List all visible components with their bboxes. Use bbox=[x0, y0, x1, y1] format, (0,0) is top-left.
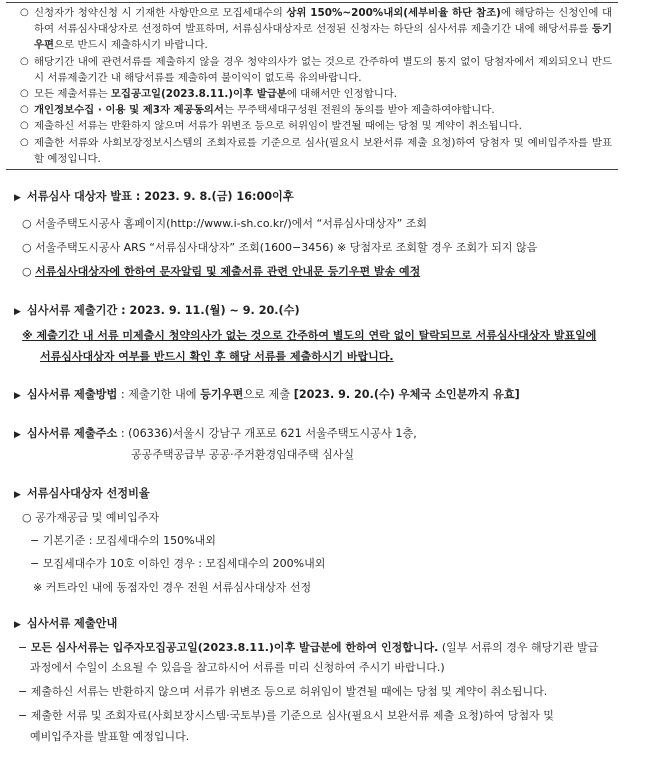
guide-item-a-line-2: 과정에서 수일이 소요될 수 있음을 참고하시어 서류를 미리 신청하여 주시기 바랍니다.) bbox=[30, 661, 445, 674]
notice-text-run: 개인정보수집 · 이용 및 제3자 제공동의서 bbox=[34, 104, 224, 117]
triangle-marker-icon: ▶ bbox=[14, 490, 21, 500]
announcement-sms-line: ○ 서류심사대상자에 한하여 문자알림 및 제출서류 관련 안내문 등기우편 발송 예정 bbox=[22, 265, 421, 278]
ratio-cutoff-note: ※ 커트라인 내에 동점자인 경우 전원 서류심사대상자 선정 bbox=[33, 581, 312, 594]
notice-text-run: 상위 150%~200%내외(세부비율 하단 참조) bbox=[286, 7, 501, 19]
notice-item-text bbox=[34, 54, 618, 86]
guide-item-b: − 제출하신 서류는 반환하지 않으며 서류가 위변조 등으로 허위임이 발견될 때에는 당첨 및 계약이 취소됩니다. bbox=[18, 685, 548, 698]
circle-bullet-icon: ○ bbox=[20, 55, 29, 67]
notice-item bbox=[20, 54, 618, 86]
triangle-marker-icon: ▶ bbox=[14, 193, 21, 203]
guide-item-c-line-2: 예비입주자를 발표할 예정입니다. bbox=[30, 730, 190, 743]
notice-item bbox=[20, 86, 618, 102]
notice-text-run: 에 대해서만 인정합니다. bbox=[286, 88, 398, 101]
section-submission-guide: ▶ 심사서류 제출안내 bbox=[14, 617, 118, 630]
triangle-marker-icon: ▶ bbox=[14, 391, 21, 401]
notice-item bbox=[20, 135, 618, 167]
triangle-marker-icon: ▶ bbox=[14, 307, 21, 317]
circle-bullet-icon: ○ bbox=[20, 7, 29, 18]
section-announcement-title: ▶ 서류심사 대상자 발표 : 2023. 9. 8.(금) 16:00이후 bbox=[14, 190, 294, 203]
ratio-category-line: ○ 공가재공급 및 예비입주자 bbox=[22, 511, 159, 524]
notice-item-text bbox=[34, 5, 618, 54]
announcement-ars-line: ○ 서울주택도시공사 ARS “서류심사대상자” 조회(1600−3456) ※ 당첨자로 조회할 경우 조회가 되지 않음 bbox=[22, 241, 538, 254]
section-submission-address: ▶ 심사서류 제출주소 : (06336)서울시 강남구 개포로 621 서울주택도시공사 1층, bbox=[14, 427, 417, 440]
triangle-marker-icon: ▶ bbox=[14, 620, 21, 630]
notice-item-text bbox=[34, 86, 618, 102]
notice-item-text bbox=[34, 118, 618, 134]
circle-bullet-icon: ○ bbox=[20, 136, 29, 148]
notice-item-text bbox=[34, 135, 618, 167]
guide-item-a-line-1: − 모든 심사서류는 입주자모집공고일(2023.8.11.)이후 발급분에 한하여 인정합니다. (일부 서류의 경우 해당기관 발급 bbox=[18, 641, 599, 654]
notice-text-run: 으로 반드시 제출하시기 바랍니다. bbox=[54, 39, 208, 52]
ratio-basic-line: − 기본기준 : 모집세대수의 150%내외 bbox=[30, 534, 216, 547]
section-submission-period: ▶ 심사서류 제출기간 : 2023. 9. 11.(월) ~ 9. 20.(수) bbox=[14, 304, 300, 317]
submission-warning-line-2: 서류심사대상자 여부를 반드시 확인 후 해당 서류를 제출하시기 바랍니다. bbox=[40, 350, 394, 363]
notice-text-run: 모든 제출서류는 bbox=[34, 88, 111, 101]
circle-bullet-icon: ○ bbox=[20, 88, 29, 100]
announcement-homepage-line: ○ 서울주택도시공사 홈페이지(http://www.i-sh.co.kr/)에서 “서류심사대상자” 조회 bbox=[22, 217, 428, 230]
notice-item bbox=[20, 102, 618, 118]
notice-item-text bbox=[34, 102, 618, 118]
ratio-small-line: − 모집세대수가 10호 이하인 경우 : 모집세대수의 200%내외 bbox=[30, 557, 326, 570]
notice-box bbox=[6, 2, 618, 170]
notice-text-run: 해당기간 내에 관련서류를 제출하지 않을 경우 청약의사가 없는 것으로 간주하여 별도의 통지 없이 당첨자에서 제외되오니 반드시 서류제출기간 내 해당서류를 제출하여 불이익이 없도록 유의바랍니다. bbox=[34, 55, 612, 84]
triangle-marker-icon: ▶ bbox=[14, 430, 21, 440]
submission-warning-line-1: ※ 제출기간 내 서류 미제출시 청약의사가 없는 것으로 간주하여 별도의 연락 없이 탈락되므로 서류심사대상자 발표일에 bbox=[22, 329, 597, 342]
notice-item bbox=[20, 5, 618, 54]
circle-bullet-icon: ○ bbox=[20, 104, 29, 116]
section-submission-method: ▶ 심사서류 제출방법 : 제출기한 내에 등기우편으로 제출 [2023. 9. 20.(수) 우체국 소인분까지 유효] bbox=[14, 388, 520, 401]
notice-text-run: 에 해당하는 신청인에 대하여 서류심사대상자로 선정하여 발표하며, 서류심사대상자로 선정된 신청자는 하단의 심사서류 제출기간 내에 해당서류를 bbox=[34, 7, 612, 36]
submission-address-line-2: 공공주택공급부 공공·주거환경임대주택 심사실 bbox=[131, 448, 355, 461]
notice-item bbox=[20, 118, 618, 134]
notice-text-run: 등기우편 bbox=[34, 23, 612, 52]
notice-text-run: 는 무주택세대구성원 전원의 동의를 받아 제출하여야합니다. bbox=[223, 104, 495, 117]
notice-text-run: 모집공고일(2023.8.11.)이후 발급분 bbox=[110, 88, 287, 101]
section-selection-ratio: ▶ 서류심사대상자 선정비율 bbox=[14, 487, 150, 500]
notice-text-run: 제출하신 서류는 반환하지 않으며 서류가 위변조 등으로 허위임이 발견될 때에는 당첨 및 계약이 취소됩니다. bbox=[34, 120, 522, 133]
notice-text-run: 제출한 서류와 사회보장정보시스템의 조회자료를 기준으로 심사(필요시 보완서류 제출 요청)하여 당첨자 및 예비입주자를 발표할 예정입니다. bbox=[34, 136, 612, 165]
notice-text-run: 신청자가 청약신청 시 기재한 사항만으로 모집세대수의 bbox=[34, 7, 287, 19]
circle-bullet-icon: ○ bbox=[20, 120, 29, 132]
guide-item-c-line-1: − 제출한 서류 및 조회자료(사회보장시스템·국토부)를 기준으로 심사(필요시 보완서류 제출 요청)하여 당첨자 및 bbox=[18, 709, 554, 722]
